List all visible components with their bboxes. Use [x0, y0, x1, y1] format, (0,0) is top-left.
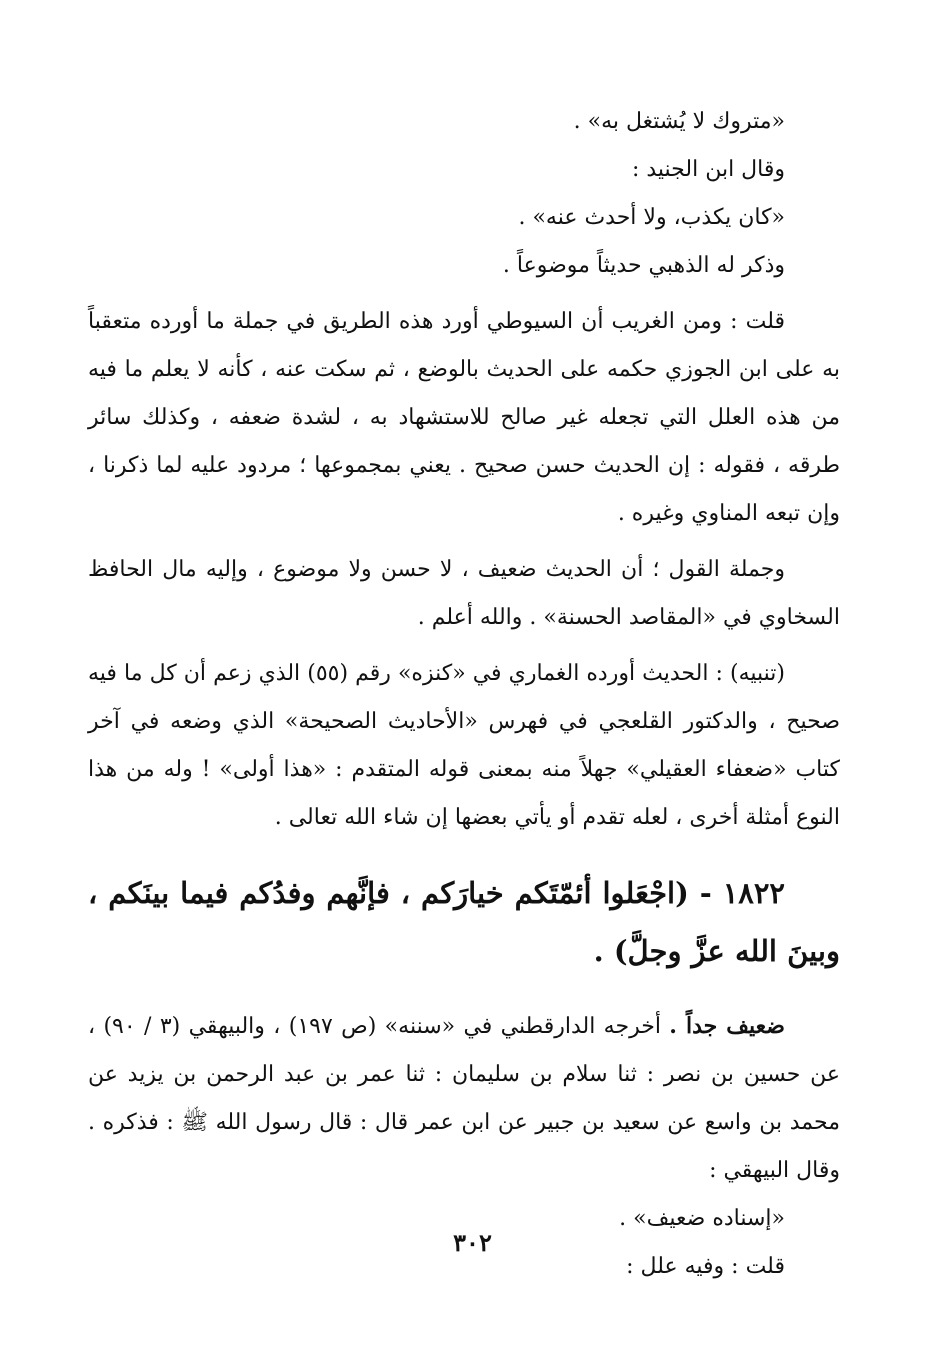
- quote-line-3: «كان يكذب، ولا أحدث عنه» .: [518, 205, 785, 230]
- spacer: [88, 290, 840, 298]
- hadith-heading: ١٨٢٢ - (اجْعَلوا أئمّتَكم خيارَكم ، فإنَّهم وفدُكم فيما بينَكم ، وبينَ الله عزَّ وجلَّ) .: [88, 876, 840, 968]
- grading-label: ضعيف جداً .: [669, 1013, 785, 1039]
- page-body: [88, 98, 840, 1291]
- spacer: [88, 642, 840, 650]
- paragraph-summary: وجملة القول ؛ أن الحديث ضعيف ، لا حسن ولا موضوع ، وإليه مال الحافظ السخاوي في «المقاصد الحسنة» . والله أعلم .: [88, 557, 840, 630]
- paragraph-comment: قلت : ومن الغريب أن السيوطي أورد هذه الطريق في جملة ما أورده متعقباً به على ابن الجوزي حكمه على الحديث بالوضع ، ثم سكت عنه ، كأنه لا يعلم ما فيه من هذه العلل التي تجعله غير صالح للاستشهاد به ، لشدة ضعفه ، وكذلك سائر طرقه ، فقوله : إن الحديث حسن صحيح . يعني بمجموعها ؛ مردود عليه لما ذكرنا ، وإن تبعه المناوي وغيره .: [88, 309, 840, 526]
- text-line-ilal: قلت : وفيه علل :: [626, 1254, 785, 1279]
- spacer: [88, 842, 840, 864]
- text-line-2: وقال ابن الجنيد :: [631, 157, 785, 182]
- page-number: ٣٠٢: [453, 1228, 492, 1257]
- quote-line-isnad: «إسناده ضعيف» .: [619, 1206, 785, 1231]
- spacer: [88, 538, 840, 546]
- quote-line-1: «متروك لا يُشتغل به» .: [573, 109, 785, 134]
- spacer: [88, 980, 840, 1002]
- text-line-4: وذكر له الذهبي حديثاً موضوعاً .: [502, 253, 785, 278]
- paragraph-takhrij: [88, 1002, 840, 1195]
- paragraph-note: (تنبيه) : الحديث أورده الغماري في «كنزه» رقم (٥٥) الذي زعم أن كل ما فيه صحيح ، والدكتور القلعجي في فهرس «الأحاديث الصحيحة» الذي وضعه في آخر كتاب «ضعفاء العقيلي» جهلاً منه بمعنى قوله المتقدم : «هذا أولى» ! وله من هذا النوع أمثلة أخرى ، لعله تقدم أو يأتي بعضها إن شاء الله تعالى .: [88, 661, 840, 830]
- takhrij-text: أخرجه الدارقطني في «سننه» (ص ١٩٧) ، والبيهقي (٣ / ٩٠) ، عن حسين بن نصر : ثنا سلام بن سليمان : ثنا عمر بن عبد الرحمن بن يزيد عن محمد بن واسع عن سعيد بن جبير عن ابن عمر قال : قال رسول الله ﷺ : فذكره . وقال البيهقي :: [88, 1014, 840, 1183]
